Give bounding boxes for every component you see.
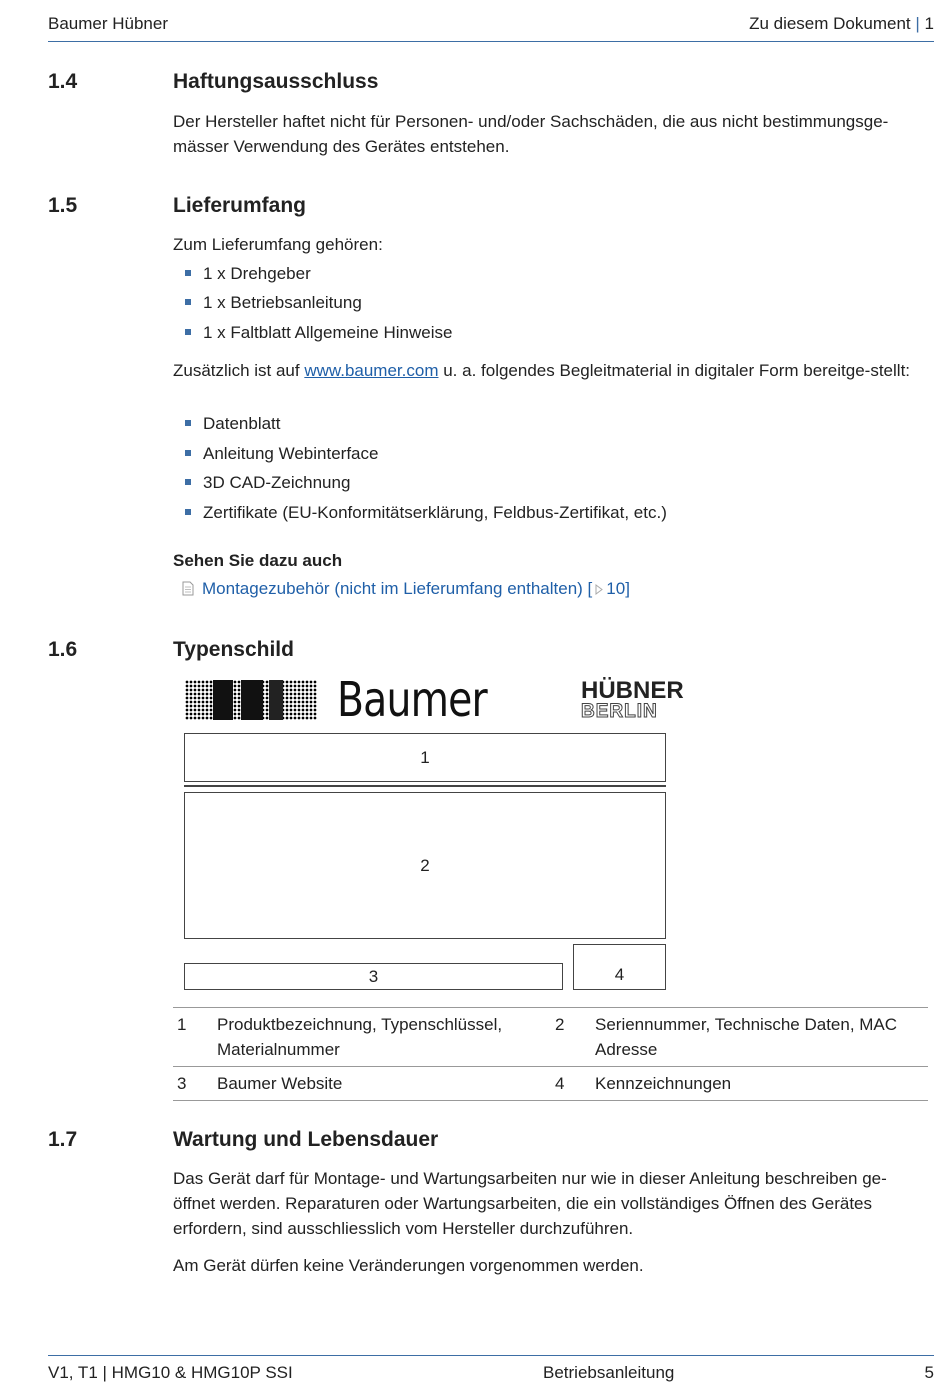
bullet-square-icon xyxy=(185,479,191,485)
legend-text: Seriennummer, Technische Daten, MAC Adresse xyxy=(595,1015,898,1059)
list-item: Anleitung Webinterface xyxy=(185,444,378,464)
page-arrow-icon xyxy=(595,584,603,595)
see-also-link-text[interactable]: Montagezubehör (nicht im Lieferumfang enthalten) [ xyxy=(202,579,593,598)
footer-page-number: 5 xyxy=(924,1363,934,1382)
list-item: 1 x Drehgeber xyxy=(185,264,311,284)
header-chapter-title: Zu diesem Dokument xyxy=(749,14,911,33)
legend-text: Produktbezeichnung, Typenschlüssel, Materialnummer xyxy=(217,1015,503,1059)
section-title: Haftungsausschluss xyxy=(173,70,379,93)
section-number: 1.5 xyxy=(48,194,78,217)
baumer-logo-text: Baumer xyxy=(337,672,487,728)
paragraph: Am Gerät dürfen keine Veränderungen vorgenommen werden. xyxy=(173,1256,644,1275)
bullet-square-icon xyxy=(185,299,191,305)
see-also-page[interactable]: 10] xyxy=(606,579,630,598)
paragraph: Der Hersteller haftet nicht für Personen- und/oder Sachschäden, die aus nicht bestimmungsge-mässer Verwendung des Gerätes entstehen. xyxy=(173,112,889,156)
bullet-square-icon xyxy=(185,450,191,456)
section-title: Wartung und Lebensdauer xyxy=(173,1128,439,1151)
baumer-website-link[interactable]: www.baumer.com xyxy=(304,361,439,380)
nameplate-field-2: 2 xyxy=(184,792,666,939)
header-separator: | xyxy=(915,14,920,33)
footer-product: V1, T1 | HMG10 & HMG10P SSI xyxy=(48,1363,293,1382)
divider xyxy=(184,785,666,787)
list-item: Zertifikate (EU-Konformitätserklärung, Feldbus-Zertifikat, etc.) xyxy=(185,503,667,523)
nameplate-field-4: 4 xyxy=(573,944,666,990)
list-item: 1 x Betriebsanleitung xyxy=(185,293,362,313)
header-company: Baumer Hübner xyxy=(48,14,169,33)
see-also-heading: Sehen Sie dazu auch xyxy=(173,551,343,570)
document-icon xyxy=(182,581,194,596)
bullet-square-icon xyxy=(185,270,191,276)
section-number: 1.6 xyxy=(48,638,78,661)
legend-text: Kennzeichnungen xyxy=(595,1074,732,1093)
list-item: 1 x Faltblatt Allgemeine Hinweise xyxy=(185,323,452,343)
paragraph: Das Gerät darf für Montage- und Wartungsarbeiten nur wie in dieser Anleitung beschreiben ge-öffnet werden. Reparaturen oder Wartungsarbeiten, die ein vollständiges Öffnen des Gerätes erfordern, sind ausschliesslich vom Hersteller durchzuführen. xyxy=(173,1169,887,1238)
legend-number: 3 xyxy=(177,1074,187,1093)
nameplate-legend-table xyxy=(173,1007,928,1101)
header-chapter-number: 1 xyxy=(924,14,934,33)
huebner-logo-top: HÜBNER xyxy=(581,677,684,704)
list-item: 3D CAD-Zeichnung xyxy=(185,473,350,493)
section-title: Typenschild xyxy=(173,638,294,661)
legend-number: 4 xyxy=(555,1074,565,1093)
page-header xyxy=(48,14,934,42)
see-also-link[interactable] xyxy=(182,579,630,599)
table-row xyxy=(173,1008,928,1067)
legend-number: 1 xyxy=(177,1015,187,1034)
header-chapter xyxy=(749,14,934,34)
table-row xyxy=(173,1067,928,1101)
section-title: Lieferumfang xyxy=(173,194,307,217)
list-item: Datenblatt xyxy=(185,414,281,434)
bullet-square-icon xyxy=(185,420,191,426)
footer-doc-type: Betriebsanleitung xyxy=(543,1363,675,1382)
bullet-square-icon xyxy=(185,329,191,335)
baumer-dot-pattern-logo xyxy=(185,680,317,720)
section-number: 1.7 xyxy=(48,1128,78,1151)
bullet-square-icon xyxy=(185,509,191,515)
huebner-logo-bottom: BERLIN xyxy=(581,701,658,722)
page-footer xyxy=(48,1355,934,1388)
nameplate-field-3: 3 xyxy=(184,963,563,990)
paragraph: Zusätzlich ist auf www.baumer.com u. a. folgendes Begleitmaterial in digitaler Form bereitge-stellt: xyxy=(173,361,911,380)
paragraph: Zum Lieferumfang gehören: xyxy=(173,235,383,254)
legend-number: 2 xyxy=(555,1015,565,1034)
legend-text: Baumer Website xyxy=(217,1074,343,1093)
nameplate-field-1: 1 xyxy=(184,733,666,782)
section-number: 1.4 xyxy=(48,70,78,93)
